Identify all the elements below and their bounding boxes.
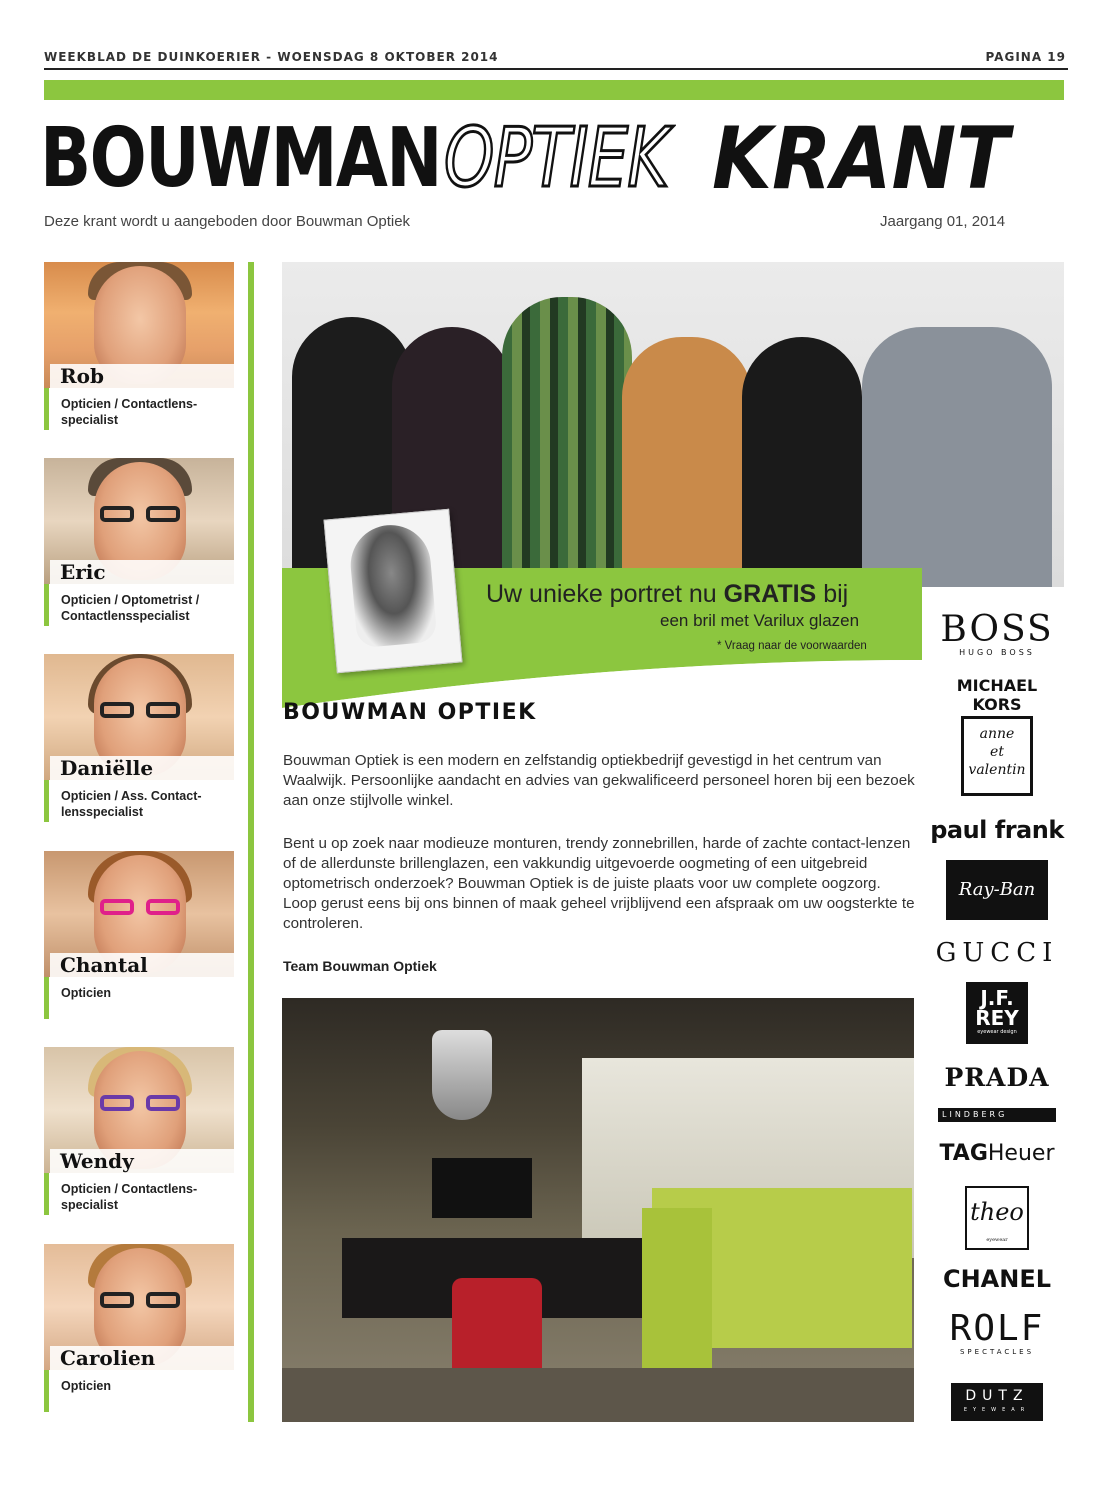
brand-chanel-logo: CHANEL xyxy=(942,1265,1052,1293)
brand-lindberg-logo: LINDBERG xyxy=(930,1108,1064,1122)
brand-gucci-logo: GUCCI xyxy=(935,938,1059,968)
brand-tag-heuer-logo: TAGHeuer xyxy=(939,1141,1055,1166)
portrait-photo xyxy=(44,1244,234,1370)
member-role: Opticien / Contactlens-specialist xyxy=(61,1182,198,1212)
shop-interior-photo xyxy=(282,998,914,1422)
article-heading: BOUWMAN OPTIEK xyxy=(283,700,537,725)
article-paragraph-2: Bent u op zoek naar modieuze monturen, trendy zonnebrillen, harde of zachte contact-lenzen of de allerdunste brillenglazen, een vakkundig uitgevoerde oogmeting of een uitgebreid optometrisch onderzoek? Bouwman Optiek is de juiste plaats voor uw complete oogzorg. Loop gerust eens bij ons binnen of maak geheel vrijblijvend een afspraak om uw oogsterkte te controleren. xyxy=(283,835,915,932)
masthead-optiek: OPTIEK xyxy=(444,111,669,206)
article-signature: Team Bouwman Optiek xyxy=(283,958,437,974)
member-role: Opticien xyxy=(61,1379,112,1393)
team-member-wendy xyxy=(44,1047,234,1212)
promo-headline: Uw unieke portret nu GRATIS bij xyxy=(486,580,849,608)
member-role: Opticien / Optometrist / Contactlensspecialist xyxy=(61,593,200,623)
promo-note: * Vraag naar de voorwaarden xyxy=(717,640,867,652)
masthead-subtitle: Deze krant wordt u aangeboden door Bouwman Optiek xyxy=(44,213,411,230)
brand-theo-logo: theo eyewear xyxy=(930,1186,1064,1250)
brand-paul-frank-logo: paul frank xyxy=(930,816,1064,844)
member-name: Carolien xyxy=(60,1346,156,1370)
page-number: PAGINA 19 xyxy=(985,50,1066,64)
publication-line: WEEKBLAD DE DUINKOERIER - WOENSDAG 8 OKTOBER 2014 xyxy=(44,50,499,64)
brand-anne-et-valentin-logo: anne et valentin xyxy=(930,716,1064,796)
article-paragraph-1: Bouwman Optiek is een modern en zelfstandig optiekbedrijf gevestigd in het centrum van Waalwijk. Persoonlijke aandacht en advies van gekwalificeerd personeel horen bij een bezoek aan onze stijlvolle winkel. xyxy=(283,752,915,809)
member-name: Wendy xyxy=(60,1149,134,1173)
portrait-photo xyxy=(44,1047,234,1173)
portrait-photo xyxy=(44,458,234,584)
member-name: Eric xyxy=(60,560,106,584)
member-role: Opticien xyxy=(61,986,112,1000)
promo-subline: een bril met Varilux glazen xyxy=(660,611,860,630)
member-name: Daniëlle xyxy=(60,756,154,780)
portrait-photo xyxy=(44,851,234,977)
masthead-bouwman: BOUWMAN xyxy=(40,111,441,206)
team-member-rob xyxy=(44,262,234,427)
team-member-eric xyxy=(44,458,234,623)
masthead-krant: KRANT xyxy=(712,109,1010,209)
portrait-sketch-card xyxy=(324,509,463,673)
member-name: Chantal xyxy=(60,953,148,977)
brand-prada-logo: PRADA xyxy=(944,1063,1050,1092)
header-rule xyxy=(44,68,1068,70)
team-member-danielle xyxy=(44,654,234,819)
portrait-photo xyxy=(44,262,234,388)
accent-bar xyxy=(44,80,1064,100)
brand-michael-kors-logo: MICHAEL KORS xyxy=(956,676,1038,714)
brand-rolf-logo: ROLF SPECTACLES xyxy=(949,1308,1045,1356)
member-role: Opticien / Ass. Contact-lensspecialist xyxy=(61,789,202,819)
brand-dutz-logo: DUTZ EYEWEAR xyxy=(930,1383,1064,1421)
portrait-photo xyxy=(44,654,234,780)
member-name: Rob xyxy=(60,364,104,388)
column-divider xyxy=(248,262,254,1422)
team-member-carolien xyxy=(44,1244,234,1393)
brand-jf-rey-logo: J.F. REY eyewear design xyxy=(930,982,1064,1044)
team-member-chantal xyxy=(44,851,234,1000)
masthead-volume: Jaargang 01, 2014 xyxy=(880,213,1006,230)
member-role: Opticien / Contactlens-specialist xyxy=(61,397,198,427)
brand-rayban-logo: Ray-Ban xyxy=(930,860,1064,920)
brand-boss-logo: BOSS HUGO BOSS xyxy=(940,609,1054,657)
